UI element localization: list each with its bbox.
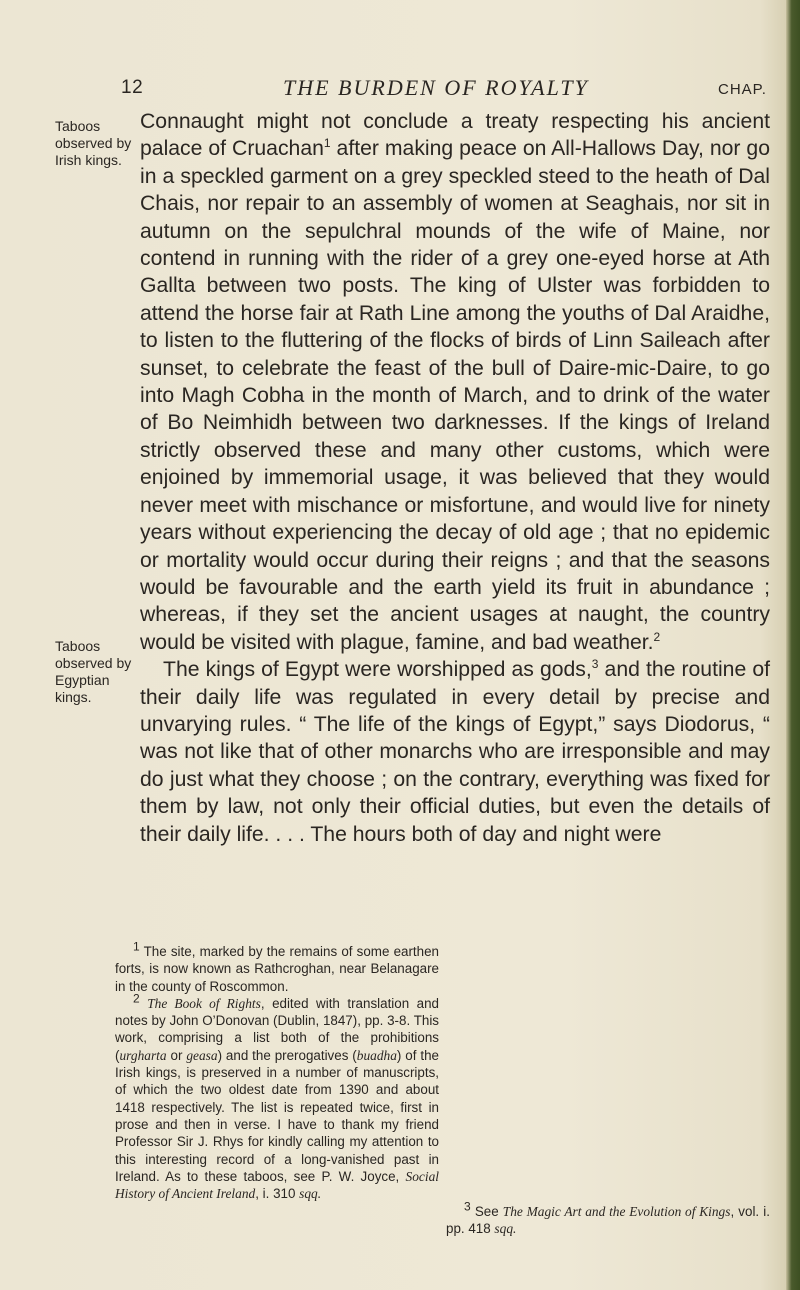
footnote-ref-2[interactable]: 2	[653, 629, 661, 644]
margin-note-irish: Taboos observed by Irish kings.	[55, 118, 132, 168]
footnote-3: $^3$ See The Magic Art and the Evolution of Kings, vol. i. pp. 418 sqq.	[446, 1199, 770, 1237]
running-head: THE BURDEN OF ROYALTY	[283, 75, 589, 100]
footnotes-left-column	[115, 939, 439, 1238]
page-header	[0, 77, 786, 107]
chapter-label: CHAP.	[718, 81, 767, 98]
body-text	[140, 108, 770, 848]
paragraph-egyptian-taboos: The kings of Egypt were worshipped as gods,$^3$ and the routine of their daily life was regulated in every detail by precise and unvarying rules. “ The life of the kings of Egypt,” says Diodorus, “ was not like that of other monarchs who are irresponsible and may do just what they choose ; on the contrary, everything was fixed for them by law, not only their official duties, but even the details of their daily life. . . . The hours both of day and night were	[140, 657, 770, 846]
margin-note-egyptian: Taboos observed by Egyptian kings.	[55, 638, 132, 705]
page-number: 12	[121, 77, 144, 98]
book-cover-edge	[786, 0, 800, 1290]
footnotes-right-column	[446, 943, 770, 1238]
footnote-1: $^1$ The site, marked by the remains of some earthen forts, is now known as Rathcroghan, near Belanagare in the county of Roscommon.	[115, 939, 439, 994]
paragraph-irish-taboos: Connaught might not conclude a treaty respecting his ancient palace of Cruachan$^1$ after making peace on All-Hallows Day, nor go in a speckled garment on a grey speckled steed to the heath of Dal Chais, nor repair to an assembly of women at Seaghais, nor sit in autumn on the sepulchral mounds of the wife of Maine, nor contend in running with the rider of a grey one-eyed horse at Ath Gallta between two posts. The king of Ulster was forbidden to attend the horse fair at Rath Line among the youths of Dal Araidhe, to listen to the fluttering of the flocks of birds of Linn Saileach after sunset, to celebrate the feast of the bull of Daire-mic-Daire, to go into Magh Cobha in the month of March, and to drink of the water of Bo Neimhidh between two darknesses. If the kings of Ireland strictly observed these and many other customs, which were enjoined by immemorial usage, it was believed that they would never meet with mischance or misfortune, and would live for ninety years without experiencing the decay of old age ; that no epidemic or mortality would occur during their reigns ; and that the seasons would be favourable and the earth yield its fruit in abundance ; whereas, if they set the ancient usages at naught, the country would be visited with plague, famine, and bad weather.$^2$	[140, 110, 771, 654]
footnote-ref-3[interactable]: 3	[591, 657, 599, 672]
footnotes	[115, 939, 770, 1238]
footnote-2: $^2$ The Book of Rights, edited with translation and notes by John O’Donovan (Dublin, 1847), pp. 3-8. This work, comprising a list both of the prohibitions (urgharta or geasa) and the prerogatives (buadha) of the Irish kings, is preserved in a number of manuscripts, of which the two oldest date from 1390 and about 1418 respectively. The list is repeated twice, first in prose and then in verse. I have to thank my friend Professor Sir J. Rhys for kindly calling my attention to this interesting record of a long-vanished past in Ireland. As to these taboos, see P. W. Joyce, Social History of Ancient Ireland, i. 310 sqq.	[115, 991, 439, 1202]
footnote-ref-1[interactable]: 1	[323, 136, 331, 151]
